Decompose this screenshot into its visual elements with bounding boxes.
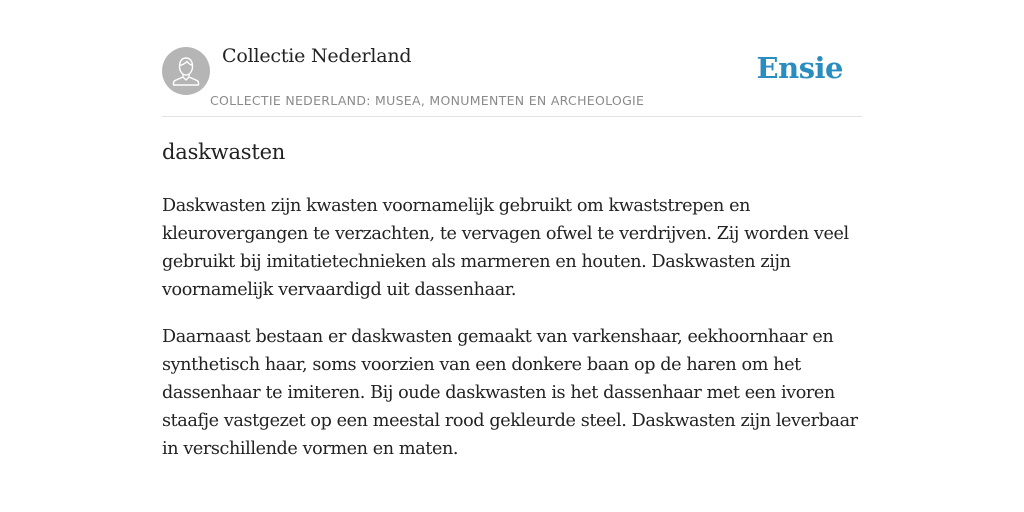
brand-logo[interactable]: Ensie <box>756 51 843 85</box>
author-name[interactable]: Collectie Nederland <box>222 45 412 67</box>
page-container <box>162 0 862 459</box>
avatar[interactable] <box>162 47 210 95</box>
paragraph: Daarnaast bestaan er daskwasten gemaakt van varkenshaar, eekhoornhaar en synthetisch haar, soms voorzien van een donkere baan op de haren om het dassenhaar te imiteren. Bij oude daskwasten is het dassenhaar met een ivoren staafje vastgezet op een meestal rood gekleurde steel. Daskwasten zijn leverbaar in verschillende vormen en maten. <box>162 327 858 459</box>
paragraph: Daskwasten zijn kwasten voornamelijk gebruikt om kwaststrepen en kleurovergangen te verzachten, te vervagen ofwel te verdrijven. Zij worden veel gebruikt bij imitatietechnieken als marmeren en houten. Daskwasten zijn voornamelijk vervaardigd uit dassenhaar. <box>162 196 849 300</box>
source-subtitle: COLLECTIE NEDERLAND: MUSEA, MONUMENTEN EN ARCHEOLOGIE <box>210 93 645 108</box>
header <box>162 0 862 117</box>
article-title: daskwasten <box>162 140 286 164</box>
user-icon <box>162 47 210 95</box>
article-body <box>162 192 862 482</box>
